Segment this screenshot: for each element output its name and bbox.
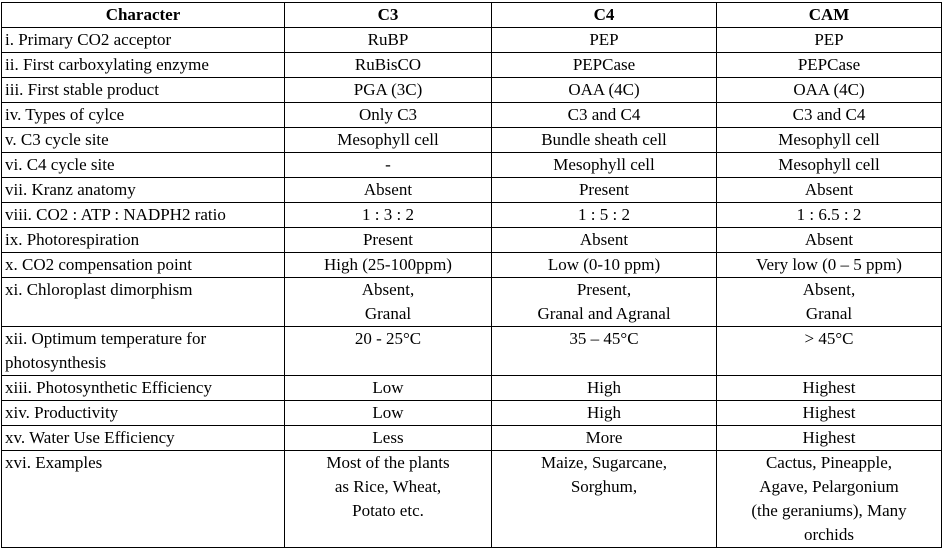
table-row bbox=[2, 128, 942, 153]
cam-cell bbox=[717, 451, 942, 548]
cell-text-line: as Rice, Wheat, bbox=[334, 477, 442, 496]
cell-text-line: 1 : 6.5 : 2 bbox=[796, 205, 862, 224]
cell-text-line: - bbox=[385, 155, 391, 174]
cell-text-line: PEP bbox=[589, 30, 619, 49]
c4-cell bbox=[492, 401, 717, 426]
cell-text-line: High (25-100ppm) bbox=[324, 255, 452, 274]
cell-text-line: Cactus, Pineapple, bbox=[765, 453, 893, 472]
c3-cell bbox=[285, 28, 492, 53]
cell-text-line: xiii. Photosynthetic Efficiency bbox=[5, 378, 212, 397]
table-row bbox=[2, 103, 942, 128]
table-row bbox=[2, 376, 942, 401]
header-character: Character bbox=[2, 3, 285, 28]
table-row bbox=[2, 203, 942, 228]
cam-cell bbox=[717, 78, 942, 103]
cell-text-line: Sorghum, bbox=[570, 477, 638, 496]
c3-cell bbox=[285, 451, 492, 548]
cell-text-line: Agave, Pelargonium bbox=[759, 477, 899, 496]
cam-cell bbox=[717, 153, 942, 178]
cell-text-line: Very low (0 – 5 ppm) bbox=[756, 255, 902, 274]
c4-cell bbox=[492, 53, 717, 78]
c4-cell bbox=[492, 78, 717, 103]
cell-text-line: 35 – 45°C bbox=[569, 329, 639, 348]
c3-cell bbox=[285, 278, 492, 327]
cell-text-line: 1 : 5 : 2 bbox=[578, 205, 630, 224]
cell-text-line: Mesophyll cell bbox=[553, 155, 655, 174]
character-cell bbox=[2, 28, 285, 53]
cell-text-line: More bbox=[585, 428, 623, 447]
character-cell bbox=[2, 253, 285, 278]
cell-text-line: Maize, Sugarcane, bbox=[540, 453, 668, 472]
cell-text-line: (the geraniums), Many bbox=[751, 501, 907, 520]
c4-cell bbox=[492, 103, 717, 128]
table-row bbox=[2, 153, 942, 178]
cell-text-line: High bbox=[587, 378, 621, 397]
cell-text-line: Granal and Agranal bbox=[537, 304, 671, 323]
cell-text-line: 1 : 3 : 2 bbox=[362, 205, 414, 224]
cell-text-line: Absent, bbox=[802, 280, 856, 299]
cam-cell bbox=[717, 401, 942, 426]
cam-cell bbox=[717, 28, 942, 53]
cell-text-line: Absent bbox=[804, 180, 854, 199]
character-cell bbox=[2, 203, 285, 228]
cell-text-line: xiv. Productivity bbox=[5, 403, 119, 422]
cell-text-line: C3 and C4 bbox=[792, 105, 866, 124]
table-row bbox=[2, 78, 942, 103]
character-cell bbox=[2, 228, 285, 253]
c4-cell bbox=[492, 128, 717, 153]
c4-cell bbox=[492, 426, 717, 451]
cell-text-line: RuBisCO bbox=[354, 55, 422, 74]
c3-cell bbox=[285, 53, 492, 78]
c4-cell bbox=[492, 451, 717, 548]
cell-text-line: Low bbox=[372, 378, 404, 397]
cell-text-line: OAA (4C) bbox=[793, 80, 865, 99]
character-cell bbox=[2, 128, 285, 153]
cell-text-line: 20 - 25°C bbox=[354, 329, 422, 348]
table-row bbox=[2, 278, 942, 327]
c3-cell bbox=[285, 426, 492, 451]
c3-cell bbox=[285, 253, 492, 278]
c4-cell bbox=[492, 253, 717, 278]
character-cell bbox=[2, 53, 285, 78]
c3-cell bbox=[285, 178, 492, 203]
cam-cell bbox=[717, 53, 942, 78]
c3-cell bbox=[285, 228, 492, 253]
cell-text-line: Potato etc. bbox=[352, 501, 424, 520]
cam-cell bbox=[717, 426, 942, 451]
cell-text-line: Absent bbox=[804, 230, 854, 249]
cell-text-line: > 45°C bbox=[804, 329, 854, 348]
cell-text-line: OAA (4C) bbox=[568, 80, 640, 99]
cam-cell bbox=[717, 178, 942, 203]
cell-text-line: Absent bbox=[363, 180, 413, 199]
character-cell bbox=[2, 278, 285, 327]
cell-text-line: i. Primary CO2 acceptor bbox=[5, 30, 172, 49]
table-row bbox=[2, 451, 942, 548]
cell-text-line: Present, bbox=[576, 280, 632, 299]
character-cell bbox=[2, 153, 285, 178]
c3-cell bbox=[285, 153, 492, 178]
cam-cell bbox=[717, 228, 942, 253]
cam-cell bbox=[717, 103, 942, 128]
c4-cell bbox=[492, 278, 717, 327]
cell-text-line: xii. Optimum temperature for bbox=[5, 329, 207, 348]
character-cell bbox=[2, 327, 285, 376]
cell-text-line: iii. First stable product bbox=[5, 80, 159, 99]
c4-cell bbox=[492, 203, 717, 228]
cell-text-line: Only C3 bbox=[358, 105, 418, 124]
cell-text-line: orchids bbox=[803, 525, 855, 544]
cell-text-line: photosynthesis bbox=[5, 353, 107, 372]
table-row bbox=[2, 53, 942, 78]
table-row bbox=[2, 228, 942, 253]
header-cam: CAM bbox=[717, 3, 942, 28]
cell-text-line: Highest bbox=[802, 403, 856, 422]
cell-text-line: ii. First carboxylating enzyme bbox=[5, 55, 209, 74]
character-cell bbox=[2, 376, 285, 401]
cell-text-line: Highest bbox=[802, 378, 856, 397]
cell-text-line: PEPCase bbox=[797, 55, 861, 74]
c3-cell bbox=[285, 78, 492, 103]
cell-text-line: Highest bbox=[802, 428, 856, 447]
cell-text-line: C3 and C4 bbox=[567, 105, 641, 124]
comparison-table bbox=[1, 2, 942, 548]
c3-cell bbox=[285, 103, 492, 128]
c4-cell bbox=[492, 376, 717, 401]
character-cell bbox=[2, 451, 285, 548]
cell-text-line: PEP bbox=[814, 30, 844, 49]
c4-cell bbox=[492, 228, 717, 253]
cell-text-line: High bbox=[587, 403, 621, 422]
cell-text-line: Mesophyll cell bbox=[337, 130, 439, 149]
cell-text-line: Low (0-10 ppm) bbox=[547, 255, 661, 274]
cell-text-line: Bundle sheath cell bbox=[541, 130, 667, 149]
table-row bbox=[2, 327, 942, 376]
cell-text-line: Most of the plants bbox=[326, 453, 450, 472]
cam-cell bbox=[717, 203, 942, 228]
cam-cell bbox=[717, 128, 942, 153]
header-c3: C3 bbox=[285, 3, 492, 28]
character-cell bbox=[2, 426, 285, 451]
cam-cell bbox=[717, 327, 942, 376]
cell-text-line: Absent, bbox=[361, 280, 415, 299]
c4-cell bbox=[492, 327, 717, 376]
cell-text-line: Mesophyll cell bbox=[778, 130, 880, 149]
c3-cell bbox=[285, 327, 492, 376]
character-cell bbox=[2, 401, 285, 426]
cell-text-line: Less bbox=[372, 428, 404, 447]
c3-cell bbox=[285, 376, 492, 401]
cell-text-line: x. CO2 compensation point bbox=[5, 255, 192, 274]
cell-text-line: Mesophyll cell bbox=[778, 155, 880, 174]
cell-text-line: Low bbox=[372, 403, 404, 422]
cam-cell bbox=[717, 278, 942, 327]
cell-text-line: iv. Types of cylce bbox=[5, 105, 125, 124]
table-row bbox=[2, 253, 942, 278]
table-row bbox=[2, 401, 942, 426]
cam-cell bbox=[717, 253, 942, 278]
c3-cell bbox=[285, 128, 492, 153]
header-row bbox=[2, 3, 942, 28]
cell-text-line: Present bbox=[578, 180, 630, 199]
table-body bbox=[2, 28, 942, 548]
c4-cell bbox=[492, 28, 717, 53]
table-row bbox=[2, 28, 942, 53]
cell-text-line: xv. Water Use Efficiency bbox=[5, 428, 175, 447]
cell-text-line: Granal bbox=[805, 304, 853, 323]
character-cell bbox=[2, 103, 285, 128]
cell-text-line: Granal bbox=[364, 304, 412, 323]
character-cell bbox=[2, 178, 285, 203]
cell-text-line: RuBP bbox=[367, 30, 409, 49]
cell-text-line: v. C3 cycle site bbox=[5, 130, 109, 149]
cell-text-line: ix. Photorespiration bbox=[5, 230, 140, 249]
c4-cell bbox=[492, 178, 717, 203]
table-row bbox=[2, 178, 942, 203]
table-row bbox=[2, 426, 942, 451]
cell-text-line: xi. Chloroplast dimorphism bbox=[5, 280, 193, 299]
cell-text-line: PGA (3C) bbox=[353, 80, 423, 99]
c4-cell bbox=[492, 153, 717, 178]
cam-cell bbox=[717, 376, 942, 401]
cell-text-line: vi. C4 cycle site bbox=[5, 155, 115, 174]
cell-text-line: Present bbox=[362, 230, 414, 249]
cell-text-line: Absent bbox=[579, 230, 629, 249]
cell-text-line: viii. CO2 : ATP : NADPH2 ratio bbox=[5, 205, 226, 224]
cell-text-line: PEPCase bbox=[572, 55, 636, 74]
c3-cell bbox=[285, 401, 492, 426]
header-c4: C4 bbox=[492, 3, 717, 28]
character-cell bbox=[2, 78, 285, 103]
c3-cell bbox=[285, 203, 492, 228]
cell-text-line: xvi. Examples bbox=[5, 453, 103, 472]
cell-text-line: vii. Kranz anatomy bbox=[5, 180, 136, 199]
